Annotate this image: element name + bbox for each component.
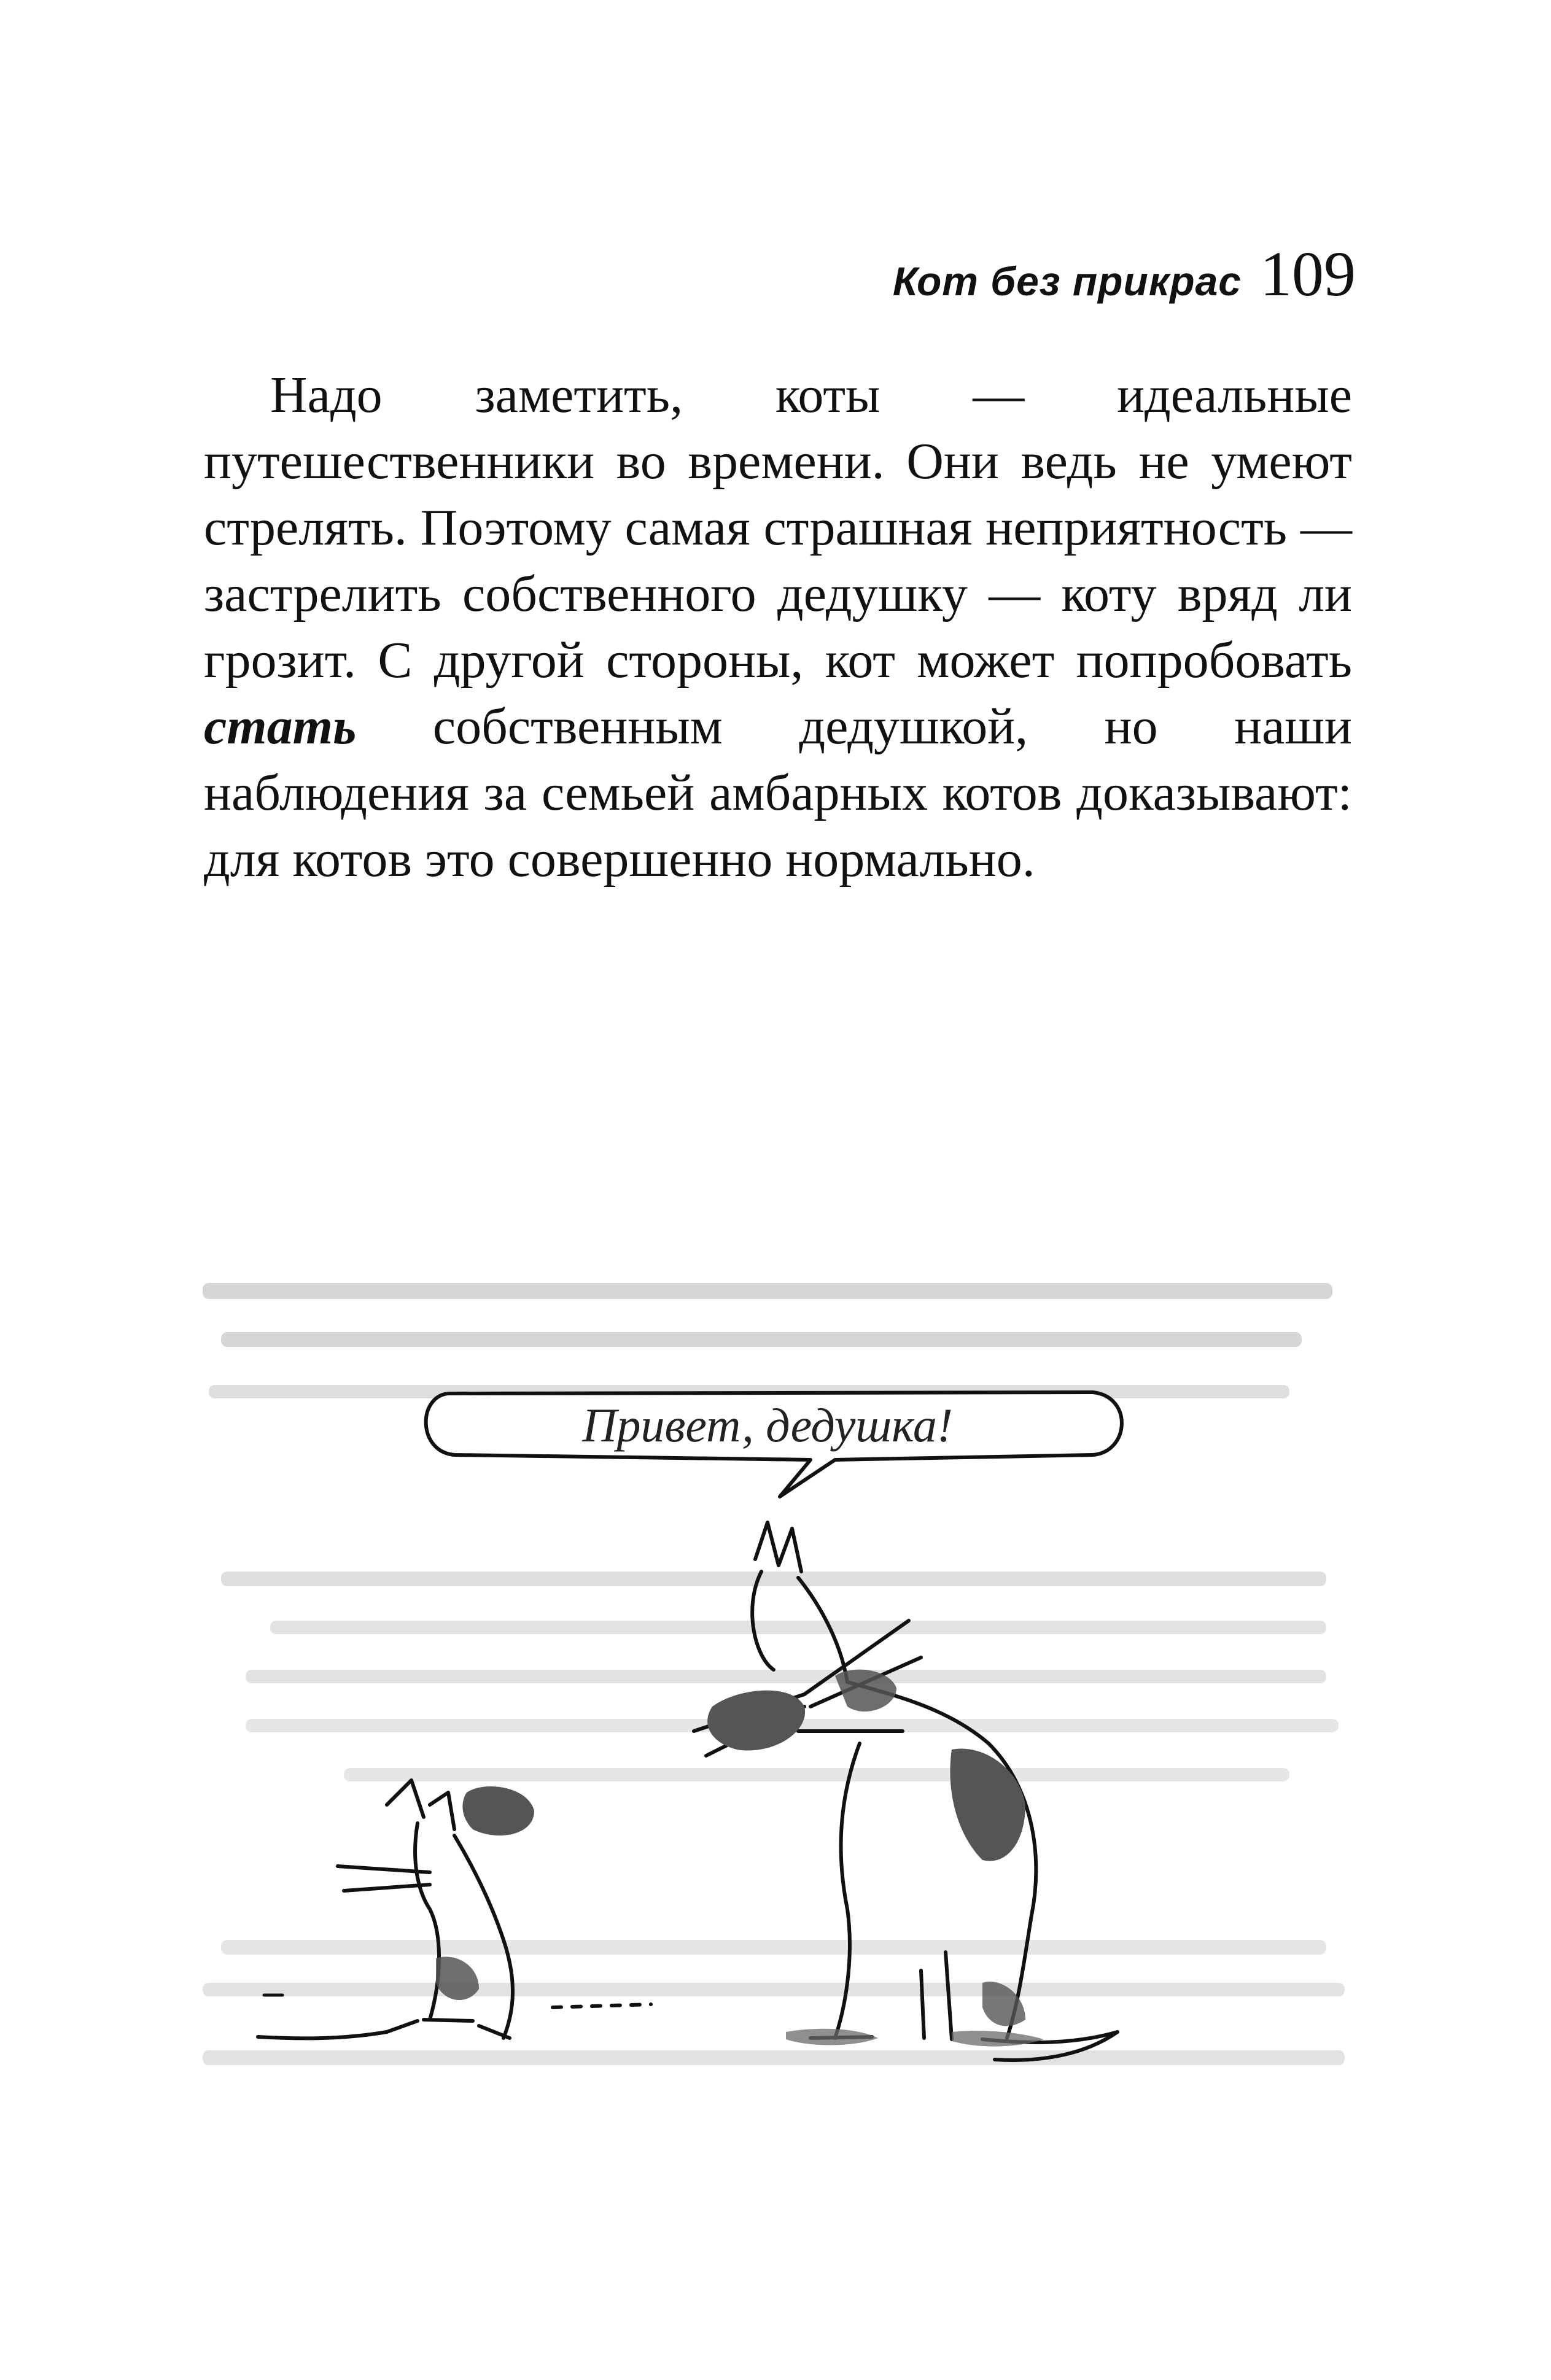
paragraph-text-after: собственным дедушкой, но наши наблюдения за семьей амбарных котов доказывают: для котов это совершенно нормально.: [204, 698, 1352, 888]
emphasized-word: стать: [204, 698, 357, 755]
small-cat: [258, 1780, 651, 2038]
running-title: Кот без прикрас: [892, 258, 1242, 304]
body-paragraph: [204, 362, 1352, 893]
paragraph-text-before: Надо заметить, коты — идеальные путешественники во времени. Они ведь не умеют стрелять. Поэтому самая страшная неприятность — застрелить собственного дедушку — коту вряд ли грозит. С другой стороны, кот может попробовать: [204, 366, 1352, 689]
running-head: [892, 239, 1356, 309]
page-number: 109: [1260, 239, 1356, 309]
big-cat: [694, 1522, 1118, 2060]
speech-bubble-text: Привет, дедушка!: [582, 1398, 953, 1452]
speech-bubble: [426, 1392, 1122, 1497]
ground-shadow: [786, 2029, 1044, 2047]
cat-cartoon-illustration: [184, 1265, 1351, 2179]
